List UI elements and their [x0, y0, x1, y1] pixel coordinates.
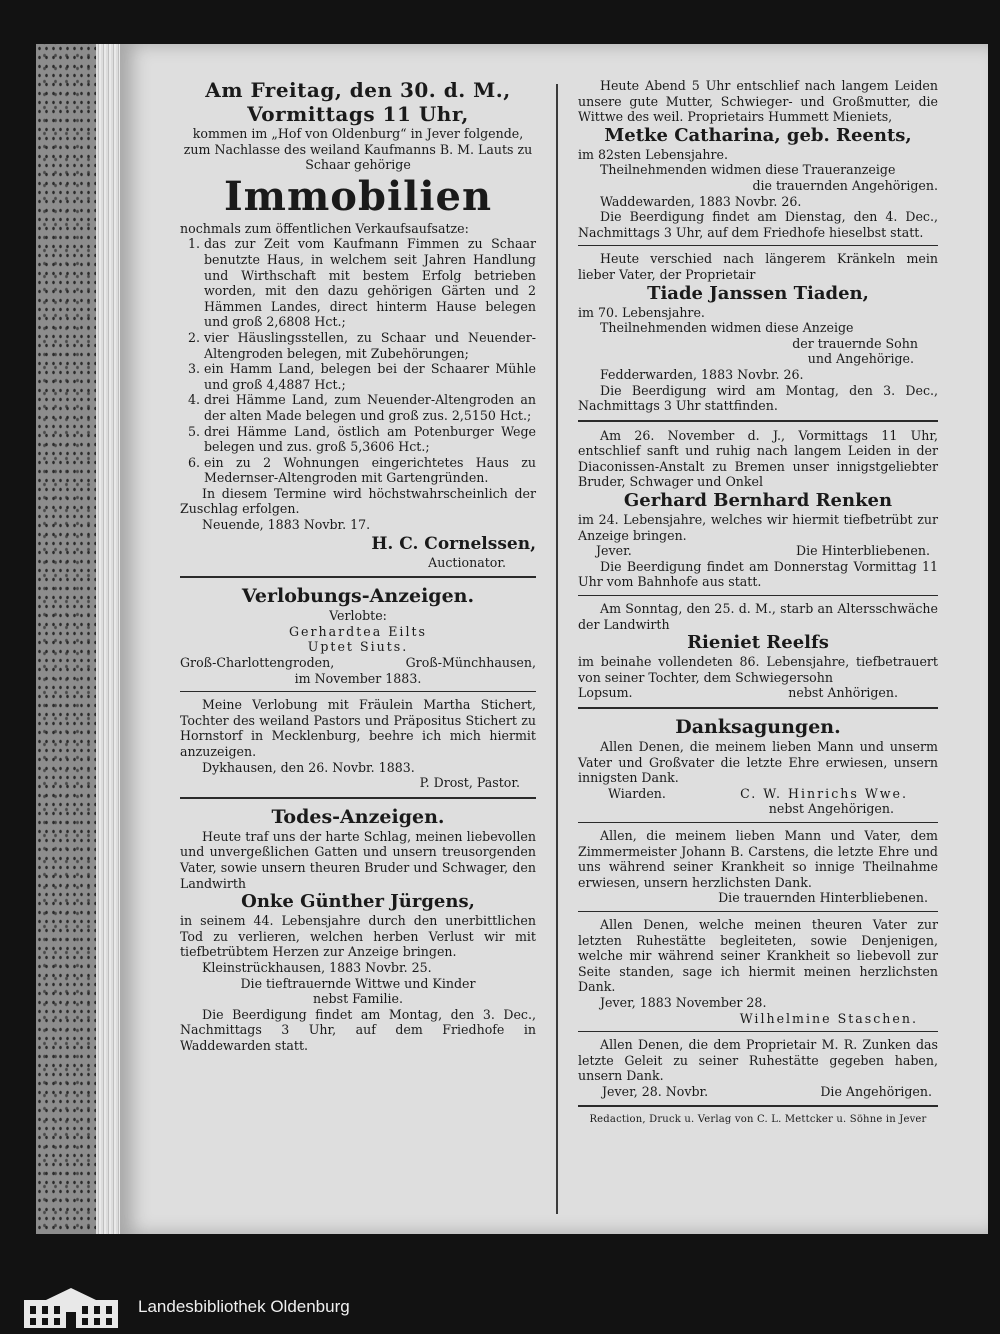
death-notice — [578, 251, 938, 413]
thanks-place-date: Jever, 1883 November 28. — [600, 994, 767, 1010]
death-notice-text: Am Sonntag, den 25. d. M., starb an Altersschwäche der Landwirth — [578, 601, 938, 632]
left-column — [180, 78, 536, 1054]
death-notice-text: Heute traf uns der harte Schlag, meinen liebevollen und unvergeßlichen Gatten und unsern treusorgenden Vater, sowie unsern theuren Bruder und Schwager, den Landwirth — [180, 828, 536, 891]
auction-notice — [180, 78, 536, 570]
engagement-label: Verlobte: — [329, 608, 387, 624]
death-notice — [578, 601, 938, 701]
death-place-date: Waddewarden, 1883 Novbr. 26. — [600, 193, 802, 209]
death-notice — [578, 428, 938, 590]
right-column — [578, 78, 938, 1126]
thanks-text: Allen, die meinem lieben Mann und Vater, dem Zimmermeister Johann B. Carstens, die letzte Ehre und uns während seiner Krankheit so innige Theilnahme erwiesen, unsern herzlichsten Dank. — [578, 827, 938, 890]
burial-info: Die Beerdigung findet am Dienstag, den 4. Dec., Nachmittags 3 Uhr, auf dem Friedhofe hieselbst statt. — [578, 209, 938, 240]
death-notices-section — [180, 805, 536, 1054]
deceased-name: Tiade Janssen Tiaden, — [647, 282, 869, 304]
death-place: Jever. — [596, 543, 632, 559]
notice-footer — [578, 543, 938, 559]
thanks-place-date: Jever, 28. Novbr. — [602, 1083, 709, 1099]
section-divider — [180, 797, 536, 799]
auction-closing: In diesem Termine wird höchstwahrscheinlich der Zuschlag erfolgen. — [180, 485, 536, 517]
auction-time: Vormittags 11 Uhr, — [247, 102, 469, 126]
deceased-age: im 82sten Lebensjahre. — [578, 146, 728, 162]
notice-divider — [578, 911, 938, 912]
death-notice-text: im 24. Lebensjahre, welches wir hiermit tiefbetrübt zur Anzeige bringen. — [578, 512, 938, 543]
engagement-signature: P. Drost, Pastor. — [419, 775, 520, 791]
property-item: 1. das zur Zeit vom Kaufmann Fimmen zu Schaar benutzte Haus, in welchem seit Jahren Handlung und Wirthschaft mit bestem Erfolg betrieben worden, mit den dazu gehörigen Gärten und 2 Hämmen Landes, direct hinterm Hause belegen und groß 2,6808 Hct.; — [204, 236, 536, 330]
dedication: Theilnehmenden widmen diese Traueranzeige — [600, 162, 896, 178]
engagement-notice: Meine Verlobung mit Fräulein Martha Stichert, Tochter des weiland Pastors und Präpositus Stichert zu Hornstorf in Mecklenburg, beehre ich mich hiermit anzuzeigen. — [180, 697, 536, 759]
property-item: 2. vier Häuslingsstellen, zu Schaar und Neuender-Altengroden belegen, mit Zubehörungen; — [204, 330, 536, 361]
auction-role: Auctionator. — [428, 554, 506, 570]
engagement-place: Groß-Charlottengroden, — [180, 655, 335, 671]
thanks-footer — [578, 1084, 938, 1100]
notice-divider — [180, 691, 536, 692]
engagement-when: im November 1883. — [294, 670, 422, 686]
mourners: nebst Anhörigen. — [788, 685, 898, 701]
deceased-age: im 70. Lebensjahre. — [578, 304, 705, 320]
thanks-footer — [578, 786, 938, 802]
mourners: nebst Familie. — [312, 991, 404, 1007]
imprint: Redaction, Druck u. Verlag von C. L. Mettcker u. Söhne in Jever — [589, 1114, 927, 1126]
death-notice-text: Heute Abend 5 Uhr entschlief nach langem Leiden unsere gute Mutter, Schwieger- und Großmutter, die Wittwe des weil. Proprietairs Hummett Mieniets, — [578, 78, 938, 125]
notice-divider — [578, 1031, 938, 1032]
property-item: 4. drei Hämme Land, zum Neuender-Altengroden an der alten Made belegen und groß zus. 2,5150 Hct.; — [204, 392, 536, 423]
property-item: 6. ein zu 2 Wohnungen eingerichtetes Haus zu Medernser-Altengroden mit Gartengründen. — [204, 455, 536, 486]
section-divider — [180, 576, 536, 578]
burial-info: Die Beerdigung wird am Montag, den 3. Dec., Nachmittags 3 Uhr stattfinden. — [578, 382, 938, 414]
thanks-text: Allen Denen, die dem Proprietair M. R. Zunken das letzte Geleit zu seiner Ruhestätte gegeben haben, unsern Dank. — [578, 1037, 938, 1084]
thanks-section — [578, 715, 938, 1099]
library-name: Landesbibliothek Oldenburg — [138, 1297, 350, 1316]
engagement-heading: Verlobungs-Anzeigen. — [241, 585, 475, 608]
notice-footer — [578, 685, 938, 701]
newspaper-page — [120, 44, 988, 1234]
engagement-places — [180, 655, 536, 671]
book-edge — [36, 44, 96, 1234]
library-building-icon — [16, 1286, 126, 1330]
property-list — [180, 236, 536, 486]
property-item: 3. ein Hamm Land, belegen bei der Schaarer Mühle und groß 4,4887 Hct.; — [204, 361, 536, 392]
auction-subintro: nochmals zum öffentlichen Verkaufsaufsatze: — [180, 220, 469, 236]
dedication: der trauernde Sohn — [792, 335, 918, 351]
deceased-name: Onke Günther Jürgens, — [241, 891, 475, 913]
notice-divider — [578, 595, 938, 596]
dedication: und Angehörige. — [807, 351, 914, 367]
section-divider — [578, 1105, 938, 1107]
thanks-signature: C. W. Hinrichs Wwe. — [740, 785, 908, 801]
thanks-signature: nebst Angehörigen. — [768, 801, 894, 817]
auction-place-date: Neuende, 1883 Novbr. 17. — [202, 517, 371, 533]
death-place-date: Fedderwarden, 1883 Novbr. 26. — [600, 366, 804, 382]
death-notice-text: im beinahe vollendeten 86. Lebensjahre, tiefbetrauert von seiner Tochter, dem Schwiegersohn — [578, 654, 938, 685]
mourners: Die tieftrauernde Wittwe und Kinder — [240, 975, 476, 991]
death-notice-text: Heute verschied nach längerem Kränkeln mein lieber Vater, der Proprietair — [578, 251, 938, 282]
thanks-place: Wiarden. — [608, 785, 666, 801]
notice-divider — [578, 245, 938, 246]
dedication: die trauernden Angehörigen. — [752, 177, 938, 193]
death-notice-text: Am 26. November d. J., Vormittags 11 Uhr, entschlief sanft und ruhig nach langem Leiden in der Diaconissen-Anstalt zu Bremen unser innigstgeliebter Bruder, Schwager und Onkel — [578, 427, 938, 490]
thanks-heading: Danksagungen. — [675, 716, 841, 738]
engaged-name: Uptet Siuts. — [307, 639, 409, 655]
auction-signature: H. C. Cornelssen, — [371, 533, 536, 554]
mourners: Die Hinterbliebenen. — [796, 543, 930, 559]
section-divider — [578, 420, 938, 422]
burial-info: Die Beerdigung findet am Donnerstag Vormittag 11 Uhr vom Bahnhofe aus statt. — [578, 558, 938, 590]
column-divider — [556, 84, 558, 1214]
deceased-name: Rieniet Reelfs — [687, 632, 829, 654]
engaged-name: Gerhardtea Eilts — [288, 623, 428, 639]
dedication: Theilnehmenden widmen diese Anzeige — [600, 320, 854, 336]
deceased-name: Gerhard Bernhard Renken — [623, 490, 893, 512]
engagement-place-date: Dykhausen, den 26. Novbr. 1883. — [202, 759, 415, 775]
death-notice-text: in seinem 44. Lebensjahre durch den unerbittlichen Tod zu verlieren, welchen herben Verlust wir mit tiefbetrübtem Herzen zur Anzeige bringen. — [180, 913, 536, 960]
thanks-text: Allen Denen, die meinem lieben Mann und unserm Vater und Großvater die letzte Ehre erwiesen, unsern innigsten Dank. — [578, 739, 938, 786]
engagement-section — [180, 584, 536, 791]
thanks-signature: Die Angehörigen. — [820, 1083, 932, 1099]
death-place: Lopsum. — [578, 685, 633, 701]
death-place-date: Kleinstrückhausen, 1883 Novbr. 25. — [202, 959, 432, 975]
auction-intro: kommen im „Hof von Oldenburg“ in Jever folgende, zum Nachlasse des weiland Kaufmanns B. M. Lauts zu Schaar gehörige — [183, 126, 533, 173]
auction-date: Am Freitag, den 30. d. M., — [205, 78, 511, 102]
thanks-text: Allen Denen, welche meinen theuren Vater zur letzten Ruhestätte begleiteten, sowie Denjenigen, welche mir während seiner Krankheit so liebevoll zur Seite standen, sage ich hiermit meinen herzlichsten Dank. — [578, 916, 938, 995]
engagement-place: Groß-Münchhausen, — [405, 655, 536, 671]
death-notice — [578, 78, 938, 240]
deceased-name: Metke Catharina, geb. Reents, — [604, 124, 912, 146]
deaths-heading: Todes-Anzeigen. — [271, 805, 445, 828]
thanks-signature: Wilhelmine Staschen. — [739, 1010, 918, 1026]
notice-divider — [578, 822, 938, 823]
property-item: 5. drei Hämme Land, östlich am Potenburger Wege belegen und zus. groß 5,3606 Hct.; — [204, 424, 536, 455]
auction-heading: Immobilien — [223, 172, 493, 220]
thanks-signature: Die trauernden Hinterbliebenen. — [718, 890, 928, 906]
burial-info: Die Beerdigung findet am Montag, den 3. Dec., Nachmittags 3 Uhr, auf dem Friedhofe in Waddewarden statt. — [180, 1006, 536, 1053]
section-divider — [578, 707, 938, 709]
